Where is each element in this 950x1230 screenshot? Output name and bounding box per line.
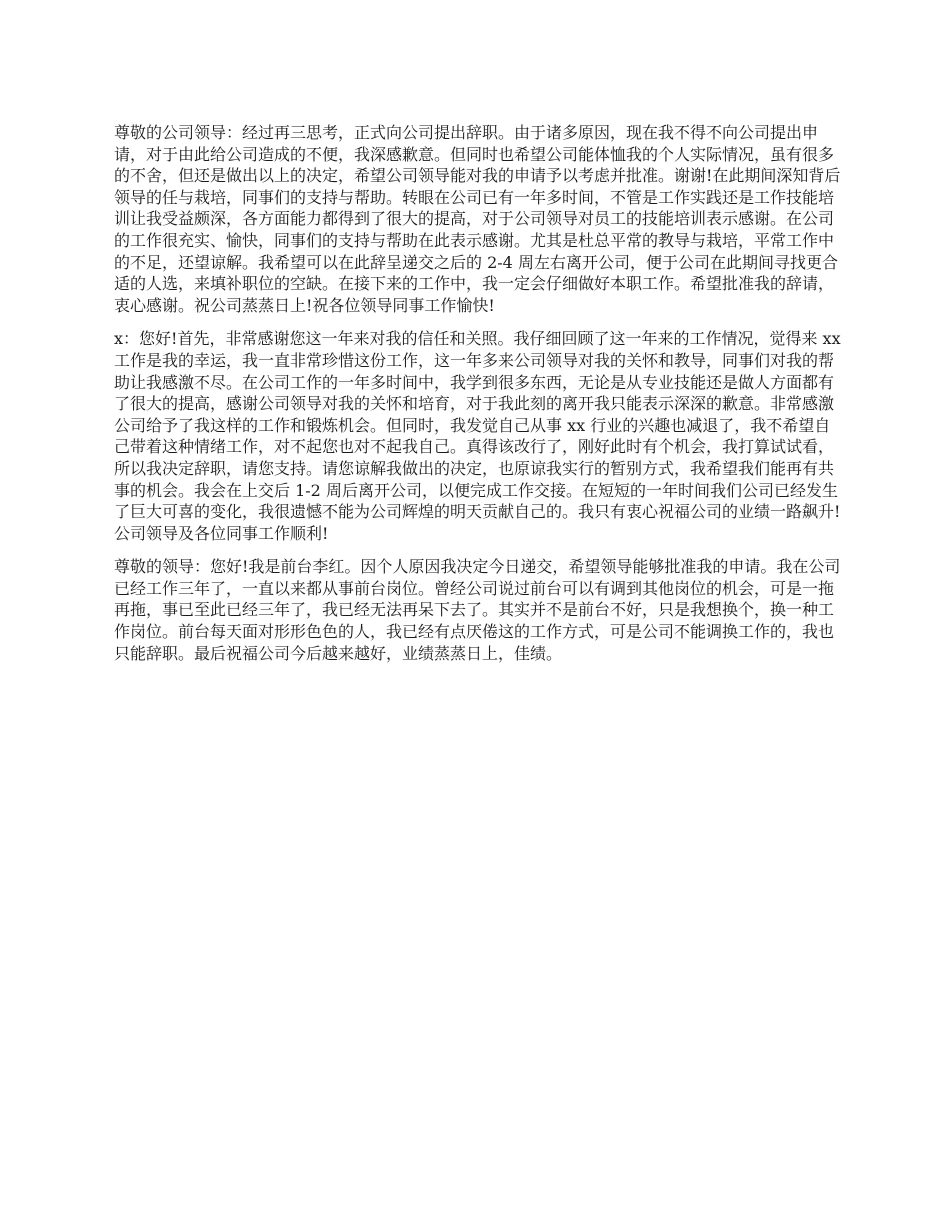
- resignation-letter-3: 尊敬的领导：您好!我是前台李红。因个人原因我决定今日递交，希望领导能够批准我的申请。我在公司已经工作三年了，一直以来都从事前台岗位。曾经公司说过前台可以有调到其他岗位的机会，可是一拖再拖，事已至此已经三年了，我已经无法再呆下去了。其实并不是前台不好，只是我想换个，换一种工作岗位。前台每天面对形形色色的人，我已经有点厌倦这的工作方式，可是公司不能调换工作的，我也只能辞职。最后祝福公司今后越来越好，业绩蒸蒸日上，佳绩。: [114, 557, 841, 663]
- resignation-letter-1: 尊敬的公司领导：经过再三思考，正式向公司提出辞职。由于诸多原因，现在我不得不向公司提出申请，对于由此给公司造成的不便，我深感歉意。但同时也希望公司能体恤我的个人实际情况，虽有很多的不舍，但还是做出以上的决定，希望公司领导能对我的申请予以考虑并批准。谢谢!在此期间深知背后领导的任与栽培，同事们的支持与帮助。转眼在公司已有一年多时间，不管是工作实践还是工作技能培训让我受益颇深，各方面能力都得到了很大的提高，对于公司领导对员工的技能培训表示感谢。在公司的工作很充实、愉快，同事们的支持与帮助在此表示感谢。尤其是杜总平常的教导与栽培，平常工作中的不足，还望谅解。我希望可以在此辞呈递交之后的 2-4 周左右离开公司，便于公司在此期间寻找更合适的人选，来填补职位的空缺。在接下来的工作中，我一定会仔细做好本职工作。希望批准我的辞请，衷心感谢。祝公司蒸蒸日上!祝各位领导同事工作愉快!: [114, 123, 841, 315]
- document-body: [114, 122, 842, 664]
- resignation-letter-2: x：您好!首先，非常感谢您这一年来对我的信任和关照。我仔细回顾了这一年来的工作情况，觉得来 xx 工作是我的幸运，我一直非常珍惜这份工作，这一年多来公司领导对我的关怀和教导，同事们对我的帮助让我感激不尽。在公司工作的一年多时间中，我学到很多东西，无论是从专业技能还是做人方面都有了很大的提高，感谢公司领导对我的关怀和培育，对于我此刻的离开我只能表示深深的歉意。非常感激公司给予了我这样的工作和锻炼机会。但同时，我发觉自己从事 xx 行业的兴趣也减退了，我不希望自己带着这种情绪工作，对不起您也对不起我自己。真得该改行了，刚好此时有个机会，我打算试试看，所以我决定辞职，请您支持。请您谅解我做出的决定，也原谅我实行的暂别方式，我希望我们能再有共事的机会。我会在上交后 1-2 周后离开公司，以便完成工作交接。在短短的一年时间我们公司已经发生了巨大可喜的变化，我很遗憾不能为公司辉煌的明天贡献自己的。我只有衷心祝福公司的业绩一路飙升!公司领导及各位同事工作顺利!: [114, 329, 841, 543]
